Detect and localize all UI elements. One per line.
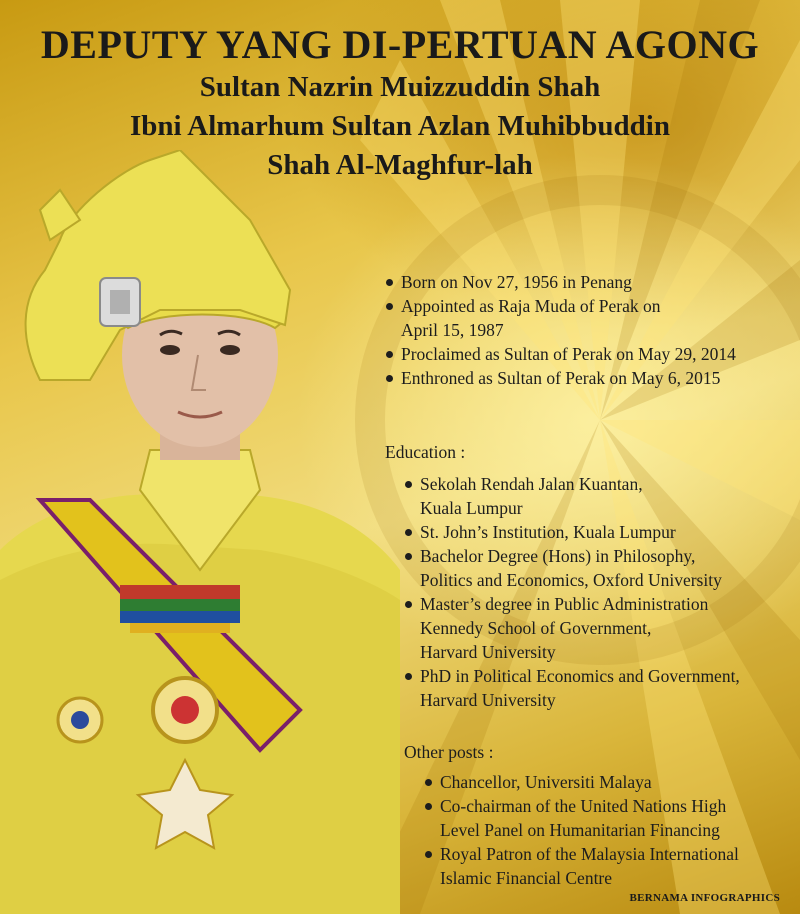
fact-text: Enthroned as Sultan of Perak on May 6, 2015	[401, 368, 721, 388]
education-text: Kennedy School of Government,	[420, 618, 652, 638]
fact-item	[385, 270, 795, 294]
fact-text: Born on Nov 27, 1956 in Penang	[401, 272, 632, 292]
education-item	[404, 544, 794, 592]
fact-text: April 15, 1987	[401, 320, 504, 340]
education-item	[404, 664, 794, 712]
education-text: Sekolah Rendah Jalan Kuantan,	[420, 474, 643, 494]
education-text: Bachelor Degree (Hons) in Philosophy,	[420, 546, 696, 566]
fact-item	[385, 294, 795, 342]
post-text: Level Panel on Humanitarian Financing	[440, 820, 720, 840]
education-list	[404, 472, 794, 712]
facts-list	[385, 270, 795, 390]
other-posts-list	[424, 770, 794, 890]
portrait-illustration	[0, 150, 400, 914]
subtitle-line-1: Sultan Nazrin Muizzuddin Shah	[199, 71, 601, 103]
post-item	[424, 770, 794, 794]
subtitle-line-3: Shah Al-Maghfur-lah	[267, 149, 533, 181]
education-text: Harvard University	[420, 690, 556, 710]
subtitle-line-2: Ibni Almarhum Sultan Azlan Muhibbuddin	[130, 110, 670, 142]
fact-item	[385, 342, 795, 366]
page-title: DEPUTY YANG DI-PERTUAN AGONG	[40, 22, 760, 67]
education-heading: Education :	[385, 442, 466, 462]
post-item	[424, 842, 794, 890]
fact-item	[385, 366, 795, 390]
education-item	[404, 592, 794, 664]
post-text: Islamic Financial Centre	[440, 868, 613, 888]
education-text: PhD in Political Economics and Government,	[420, 666, 740, 686]
post-text: Co-chairman of the United Nations High	[440, 796, 727, 816]
education-item	[404, 520, 794, 544]
education-item	[404, 472, 794, 520]
other-posts-heading: Other posts :	[404, 742, 494, 762]
education-text: Master’s degree in Public Administration	[420, 594, 709, 614]
education-text: Harvard University	[420, 642, 556, 662]
fact-text: Appointed as Raja Muda of Perak on	[401, 296, 661, 316]
education-text: St. John’s Institution, Kuala Lumpur	[420, 522, 676, 542]
credit-label: BERNAMA INFOGRAPHICS	[629, 892, 780, 904]
education-text: Kuala Lumpur	[420, 498, 523, 518]
post-item	[424, 794, 794, 842]
post-text: Chancellor, Universiti Malaya	[440, 772, 652, 792]
fact-text: Proclaimed as Sultan of Perak on May 29, 2014	[401, 344, 736, 364]
education-text: Politics and Economics, Oxford University	[420, 570, 722, 590]
post-text: Royal Patron of the Malaysia International	[440, 844, 739, 864]
